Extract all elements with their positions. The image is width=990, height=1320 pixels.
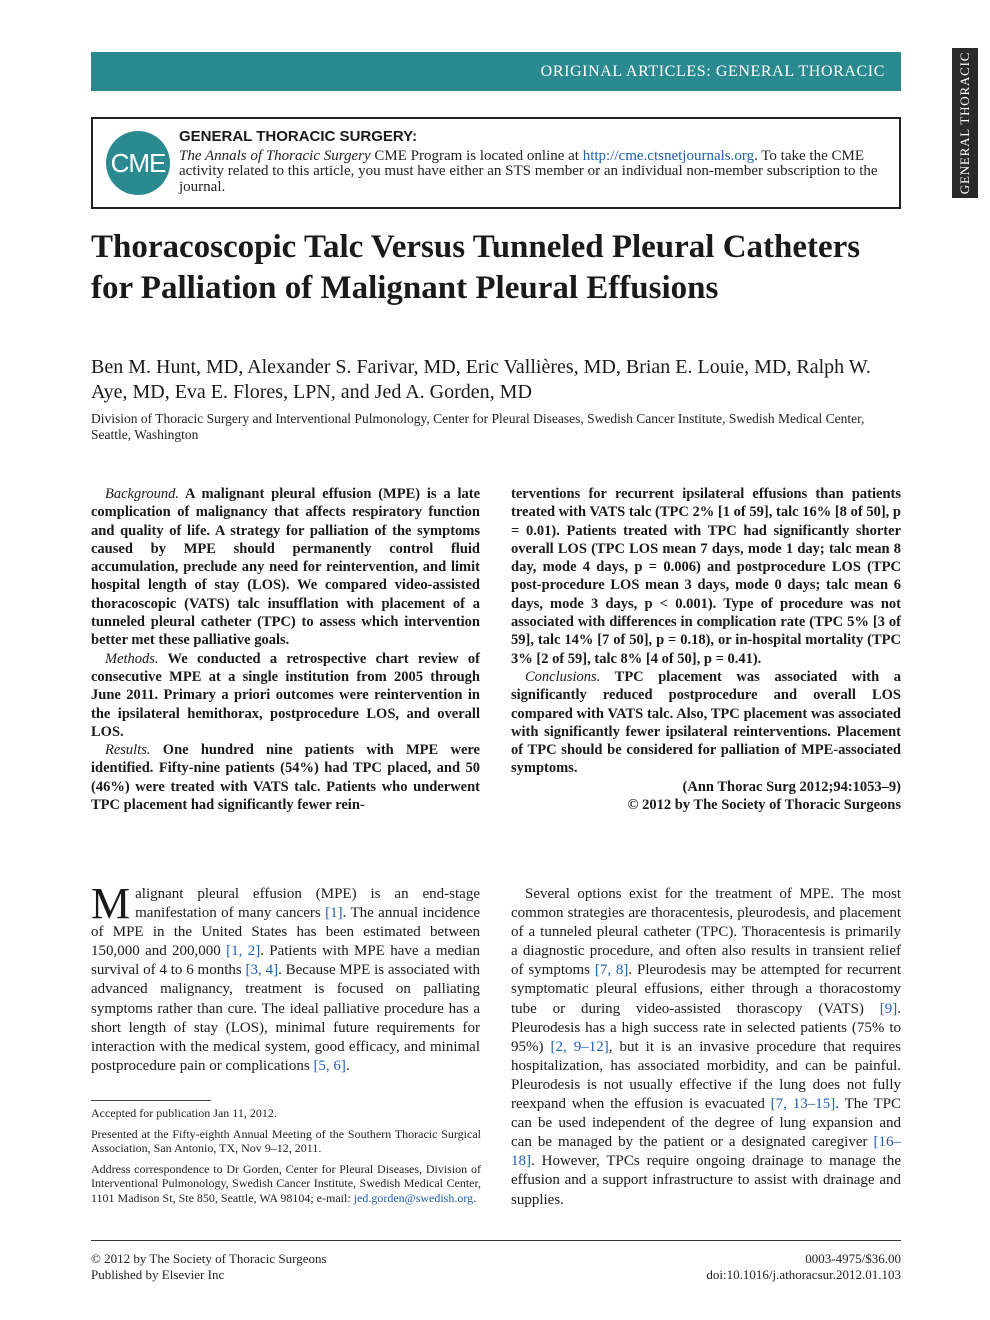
body-paragraph-2 xyxy=(511,885,901,1210)
footer-doi: doi:10.1016/j.athoracsur.2012.01.103 xyxy=(706,1267,901,1282)
reference-link[interactable]: [7, 8] xyxy=(594,962,629,979)
reference-link[interactable]: [1, 2] xyxy=(226,943,261,960)
body-text: . However, TPCs require ongoing drainage to manage the effusion and a support infrastructure to assist with drainage and supplies. xyxy=(511,1153,901,1208)
body-right-column xyxy=(511,885,901,1210)
body-paragraph-1 xyxy=(91,879,480,1076)
cme-notice-box xyxy=(91,117,901,209)
cme-journal-name: The Annals of Thoracic Surgery xyxy=(179,148,371,164)
body-left-column xyxy=(91,879,480,1076)
reference-link[interactable]: [1] xyxy=(325,905,343,922)
body-text: , but it is an invasive procedure that requires hospitalization, has associated morbidity, and can be painful. Pleurodesis is not usually effective if the lung does not fully reexpand when the effusion is evacuated xyxy=(511,1038,901,1113)
cme-title: GENERAL THORACIC SURGERY: xyxy=(179,128,418,145)
footnote-divider xyxy=(91,1100,211,1101)
reference-link[interactable]: [2, 9–12] xyxy=(550,1038,609,1055)
author-list: Ben M. Hunt, MD, Alexander S. Farivar, MD, Eric Vallières, MD, Brian E. Louie, MD, Ralph W. Aye, MD, Eva E. Flores, LPN, and Jed A. Gorden, MD xyxy=(91,356,871,403)
footnote-address xyxy=(91,1162,481,1206)
body-text: Several options exist for the treatment of MPE. The most common strategies are thoracentesis, pleurodesis, and placement of a tunneled pleural catheter (TPC). Thoracentesis is primarily a diagnostic procedure, and often also results in transient relief of symptoms xyxy=(511,886,901,979)
body-text: . Pleurodesis may be attempted for recurrent symptomatic pleural effusions, either through a thoracostomy tube or during video-assisted thorascopy (VATS) xyxy=(511,962,901,1017)
body-text: . xyxy=(345,1057,350,1074)
body-text: . Patients with MPE have a median survival of 4 to 6 months xyxy=(91,943,480,979)
footer-right xyxy=(706,1251,901,1283)
abstract-results-continued: terventions for recurrent ipsilateral effusions than patients treated with VATS talc (TPC 2% [1 of 59], talc 16% [8 of 50], p = 0.01). Patients treated with TPC had significantly shorter overall LOS (TPC LOS mean 7 days, mode 1 day; talc mean 8 day, mode 4 days, p = 0.006) and postprocedure LOS (TPC post-procedure LOS mean 3 days, mode 0 days; talc mean 6 days, mode 3 days, p < 0.001). Type of procedure was not associated with differences in complication rate (TPC 5% [3 of 59], talc 14% [7 of 50], p = 0.18), or in-hospital mortality (TPC 3% [2 of 59], talc 8% [4 of 50], p = 0.41). xyxy=(511,486,901,667)
footer-left xyxy=(91,1251,327,1283)
results-label: Results. xyxy=(105,742,151,759)
abstract-copyright: © 2012 by The Society of Thoracic Surgeons xyxy=(627,797,901,814)
conclusions-text: TPC placement was associated with a significantly reduced postprocedure and overall LOS compared with VATS talc. Also, TPC placement was associated with significantly fewer ipsilateral reinterventions. Placement of TPC should be considered for palliation of MPE-associated symptoms. xyxy=(511,668,901,777)
reference-link[interactable]: [5, 6] xyxy=(313,1057,346,1074)
reference-link[interactable]: [7, 13–15] xyxy=(770,1096,836,1113)
conclusions-label: Conclusions. xyxy=(525,668,601,685)
cme-link[interactable]: http://cme.ctsnetjournals.org xyxy=(582,148,755,164)
cme-logo xyxy=(106,131,170,195)
footnotes xyxy=(91,1106,481,1212)
cme-text xyxy=(179,149,879,195)
reference-link[interactable]: [16–18] xyxy=(511,1134,901,1170)
journal-citation: (Ann Thorac Surg 2012;94:1053–9) xyxy=(682,778,901,795)
methods-text: We conducted a retrospective chart review of consecutive MPE at a single institution from 2005 through June 2011. Primary a priori outcomes were reintervention in the ipsilateral hemithorax, postprocedure LOS, and overall LOS. xyxy=(91,650,480,740)
cme-text-part: CME Program is located online at xyxy=(370,148,583,164)
abstract-left-column xyxy=(91,485,480,814)
abstract-methods xyxy=(91,650,480,741)
cme-logo-text: CME xyxy=(110,148,166,178)
footnote-accepted: Accepted for publication Jan 11, 2012. xyxy=(91,1106,277,1120)
article-title: Thoracoscopic Talc Versus Tunneled Pleural Catheters for Palliation of Malignant Pleural Effusions xyxy=(91,229,861,306)
background-label: Background. xyxy=(105,486,179,502)
reference-link[interactable]: [9] xyxy=(879,1000,898,1017)
footer-divider xyxy=(91,1240,901,1241)
address-end: . xyxy=(473,1190,477,1205)
drop-cap: M xyxy=(91,879,131,928)
footer-copyright: © 2012 by The Society of Thoracic Surgeons xyxy=(91,1251,327,1266)
section-header-bar xyxy=(91,52,901,91)
email-link[interactable]: jed.gorden@swedish.org xyxy=(353,1190,474,1205)
background-text: A malignant pleural effusion (MPE) is a late complication of malignancy that affects respiratory function and quality of life. A strategy for palliation of the symptoms caused by MPE should permanently control fluid accumulation, preclude any need for reintervention, and limit hospital length of stay (LOS). We compared video-assisted thoracoscopic (VATS) talc insufflation with placement of a tunneled pleural catheter (TPC) to assess which intervention better met these palliative goals. xyxy=(91,486,480,649)
footnote-presented: Presented at the Fifty-eighth Annual Meeting of the Southern Thoracic Surgical Association, San Antonio, TX, Nov 9–12, 2011. xyxy=(91,1126,481,1156)
side-tab-label: GENERAL THORACIC xyxy=(957,51,972,195)
reference-link[interactable]: [3, 4] xyxy=(245,962,279,979)
side-section-tab xyxy=(952,48,978,198)
body-text: . Because MPE is associated with advanced malignancy, treatment is focused on palliating symptoms rather than cure. The ideal palliative procedure has a short length of stay (LOS), minimal future requirements for interaction with the medical system, good efficacy, and minimal postprocedure pain or complications xyxy=(91,962,480,1074)
abstract-right-column xyxy=(511,485,901,814)
body-text: . The TPC can be used independent of the degree of lung expansion and can be managed by the patient or a designated caregiver xyxy=(511,1096,901,1151)
methods-label: Methods. xyxy=(105,650,159,667)
footer-publisher: Published by Elsevier Inc xyxy=(91,1267,225,1282)
section-label: ORIGINAL ARTICLES: GENERAL THORACIC xyxy=(540,63,885,80)
cme-text-rest: . To take the CME activity related to this article, you must have either an STS member or an individual non-member subscription to the journal. xyxy=(179,148,878,195)
address-text: Address correspondence to Dr Gorden, Center for Pleural Diseases, Division of Interventional Pulmonology, Swedish Cancer Institute, Swedish Medical Center, 1101 Madison St, Ste 850, Seattle, WA 98104; e-mail: xyxy=(91,1161,481,1205)
body-text: . The annual incidence of MPE in the United States has been estimated between 150,000 and 200,000 xyxy=(91,905,480,960)
affiliation: Division of Thoracic Surgery and Interventional Pulmonology, Center for Pleural Diseases, Swedish Cancer Institute, Swedish Medical Center, Seattle, Washington xyxy=(91,411,865,442)
body-text: . Pleurodesis has a high success rate in selected patients (75% to 95%) xyxy=(511,1000,901,1055)
footer-issn: 0003-4975/$36.00 xyxy=(805,1251,901,1266)
abstract-background xyxy=(91,485,480,650)
results-text: One hundred nine patients with MPE were identified. Fifty-nine patients (54%) had TPC placed, and 50 (46%) were treated with VATS talc. Patients who underwent TPC placement had significantly fewer rein- xyxy=(91,742,480,814)
abstract-results xyxy=(91,741,480,814)
abstract-conclusions xyxy=(511,668,901,778)
body-text: alignant pleural effusion (MPE) is an end-stage manifestation of many cancers xyxy=(135,886,480,922)
